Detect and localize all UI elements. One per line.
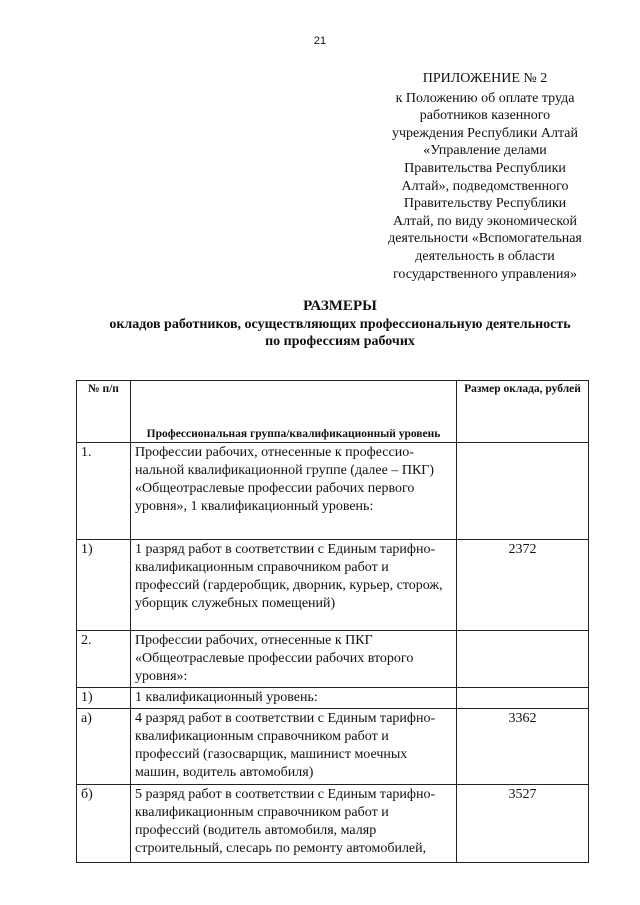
- row-num: б): [77, 785, 131, 863]
- row-amount: [457, 688, 589, 709]
- row-num: 2.: [77, 631, 131, 688]
- table-row: [77, 688, 589, 709]
- appendix-title: ПРИЛОЖЕНИЕ № 2: [422, 71, 548, 86]
- heading-subtitle-line2: по профессиям рабочих: [265, 334, 415, 349]
- table-row: [77, 443, 589, 540]
- appendix-line: учреждения Республики Алтай: [391, 125, 578, 141]
- row-num: 1): [77, 688, 131, 709]
- appendix-line: деятельности «Вспомогательная: [388, 231, 582, 247]
- appendix-line: работников казенного: [419, 108, 551, 124]
- table-row: [77, 631, 589, 688]
- row-text: 1 квалификационный уровень:: [131, 688, 457, 709]
- row-text: 5 разряд работ в соответствии с Единым тарифно-квалификационным справочником работ и профессий (водитель автомобиля, маляр строительный, слесарь по ремонту автомобилей,: [131, 785, 457, 863]
- appendix-block: [365, 70, 605, 283]
- appendix-line: деятельность в области: [415, 248, 555, 264]
- row-text: 1 разряд работ в соответствии с Единым тарифно-квалификационным справочником работ и профессий (гардеробщик, дворник, курьер, сторож, уборщик служебных помещений): [131, 540, 457, 631]
- row-amount: [457, 631, 589, 688]
- row-text: Профессии рабочих, отнесенные к профессио-нальной квалификационной группе (далее – ПКГ) «Общеотраслевые профессии рабочих первого уровня», 1 квалификационный уровень:: [131, 443, 457, 540]
- heading-title: РАЗМЕРЫ: [303, 298, 377, 314]
- row-amount: 3362: [457, 709, 589, 785]
- row-amount: 2372: [457, 540, 589, 631]
- appendix-line: Алтай, по виду экономической: [393, 213, 577, 229]
- salary-table: [76, 380, 589, 863]
- row-num: а): [77, 709, 131, 785]
- appendix-line: Правительства Республики: [404, 160, 566, 176]
- row-num: 1.: [77, 443, 131, 540]
- row-num: 1): [77, 540, 131, 631]
- table-row: [77, 785, 589, 863]
- page-number: 21: [313, 35, 327, 47]
- table-row: [77, 709, 589, 785]
- document-heading: [40, 297, 640, 350]
- appendix-line: Правительству Республики: [403, 196, 567, 212]
- header-amount: Размер оклада, рублей: [457, 381, 589, 443]
- heading-subtitle-line1: окладов работников, осуществляющих профессиональную деятельность: [109, 317, 571, 332]
- appendix-line: к Положению об оплате труда: [395, 90, 575, 106]
- appendix-line: государственного управления»: [393, 266, 577, 282]
- row-amount: [457, 443, 589, 540]
- row-amount: 3527: [457, 785, 589, 863]
- row-text: 4 разряд работ в соответствии с Единым тарифно-квалификационным справочником работ и профессий (газосварщик, машинист моечных машин, водитель автомобиля): [131, 709, 457, 785]
- header-group: Профессиональная группа/квалификационный уровень: [131, 381, 457, 443]
- appendix-line: «Управление делами: [423, 143, 547, 159]
- appendix-line: Алтай», подведомственного: [401, 178, 569, 194]
- row-text: Профессии рабочих, отнесенные к ПКГ «Общеотраслевые профессии рабочих второго уровня»:: [131, 631, 457, 688]
- table-row: [77, 540, 589, 631]
- table-header-row: [77, 381, 589, 443]
- header-num: № п/п: [77, 381, 131, 443]
